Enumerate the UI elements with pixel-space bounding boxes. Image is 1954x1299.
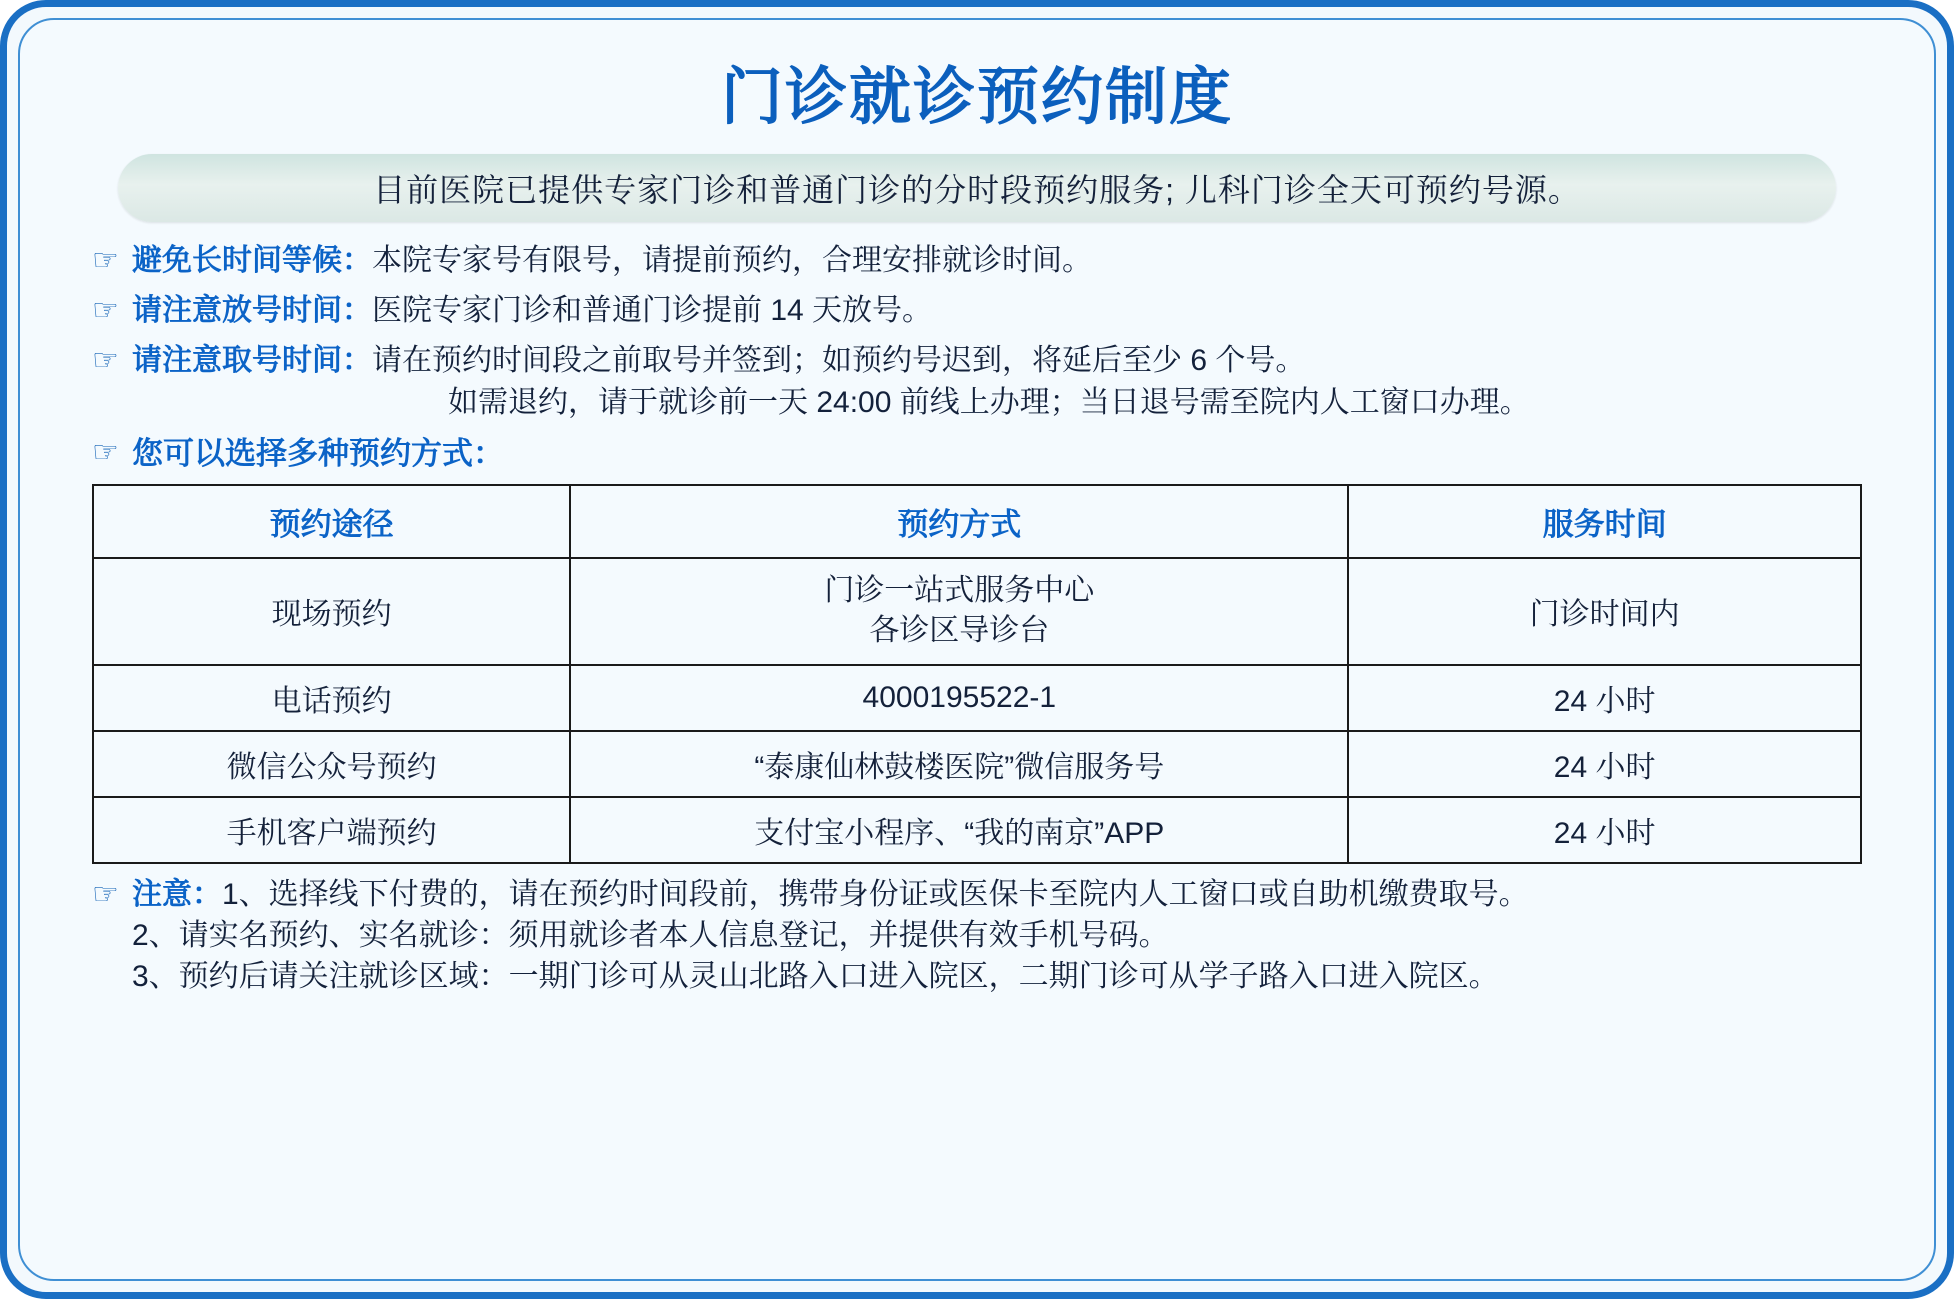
bullet-label: 请注意放号时间：: [132, 294, 372, 328]
pointing-hand-icon: ☞: [92, 344, 119, 378]
table-row: [93, 731, 1861, 797]
notes-body: [132, 874, 1862, 997]
pointing-hand-icon: ☞: [92, 877, 119, 911]
note-line-1: [132, 874, 1862, 915]
poster-inner-frame: [18, 18, 1936, 1281]
note-text-1: 1、选择线下付费的，请在预约时间段前，携带身份证或医保卡至院内人工窗口或自助机缴费取号。: [222, 877, 1529, 911]
table-row: [93, 665, 1861, 731]
pointing-hand-icon: ☞: [92, 244, 119, 278]
appointment-methods-table: [92, 484, 1862, 863]
cell-method: 支付宝小程序、“我的南京”APP: [570, 797, 1348, 863]
cell-method: “泰康仙林鼓楼医院”微信服务号: [570, 731, 1348, 797]
cell-channel: 电话预约: [93, 665, 570, 731]
note-line-3: 3、预约后请关注就诊区域：一期门诊可从灵山北路入口进入院区，二期门诊可从学子路入口进入院区。: [132, 959, 1499, 993]
cell-channel: 手机客户端预约: [93, 797, 570, 863]
cell-time: 24 小时: [1348, 797, 1861, 863]
table-row: [93, 558, 1861, 664]
table-row: [93, 797, 1861, 863]
poster-content: [20, 20, 1934, 1279]
cell-method: [570, 558, 1348, 664]
notes-label: 注意：: [132, 877, 222, 911]
cell-channel: 现场预约: [93, 558, 570, 664]
bullet-text-secondary: 如需退约，请于就诊前一天 24:00 前线上办理；当日退号需至院内人工窗口办理。: [448, 386, 1530, 420]
methods-title: 您可以选择多种预约方式：: [132, 436, 504, 472]
bullet-list: [92, 240, 1862, 476]
bullet-item-methods-title: [92, 432, 1862, 476]
bullet-label: 避免长时间等候：: [132, 244, 372, 278]
cell-method-line2: 各诊区导诊台: [869, 614, 1050, 648]
cell-time: 门诊时间内: [1348, 558, 1861, 664]
bullet-text: 医院专家门诊和普通门诊提前 14 天放号。: [372, 294, 933, 328]
note-line-2: 2、请实名预约、实名就诊：须用就诊者本人信息登记，并提供有效手机号码。: [132, 918, 1169, 952]
table-header-time: 服务时间: [1348, 485, 1861, 558]
pointing-hand-icon: ☞: [92, 294, 119, 328]
cell-channel: 微信公众号预约: [93, 731, 570, 797]
notice-banner-text: 目前医院已提供专家门诊和普通门诊的分时段预约服务; 儿科门诊全天可预约号源。: [373, 172, 1581, 209]
cell-method-line1: 门诊一站式服务中心: [824, 574, 1095, 608]
table-header-channel: 预约途径: [93, 485, 570, 558]
bullet-text: 本院专家号有限号，请提前预约，合理安排就诊时间。: [372, 244, 1092, 278]
table-header-method: 预约方式: [570, 485, 1348, 558]
cell-time: 24 小时: [1348, 665, 1861, 731]
cell-method: 4000195522-1: [570, 665, 1348, 731]
bullet-item-pickup-time: [92, 340, 1862, 424]
page-title: 门诊就诊预约制度: [720, 63, 1233, 132]
bullet-item-wait: [92, 240, 1862, 282]
notes-section: [92, 874, 1862, 997]
pointing-hand-icon: ☞: [92, 436, 119, 470]
cell-time: 24 小时: [1348, 731, 1861, 797]
notice-banner: [118, 154, 1836, 222]
table-header-row: [93, 485, 1861, 558]
bullet-item-release-time: [92, 290, 1862, 332]
bullet-label: 请注意取号时间：: [132, 344, 372, 378]
bullet-text: 请在预约时间段之前取号并签到；如预约号迟到，将延后至少 6 个号。: [372, 344, 1306, 378]
